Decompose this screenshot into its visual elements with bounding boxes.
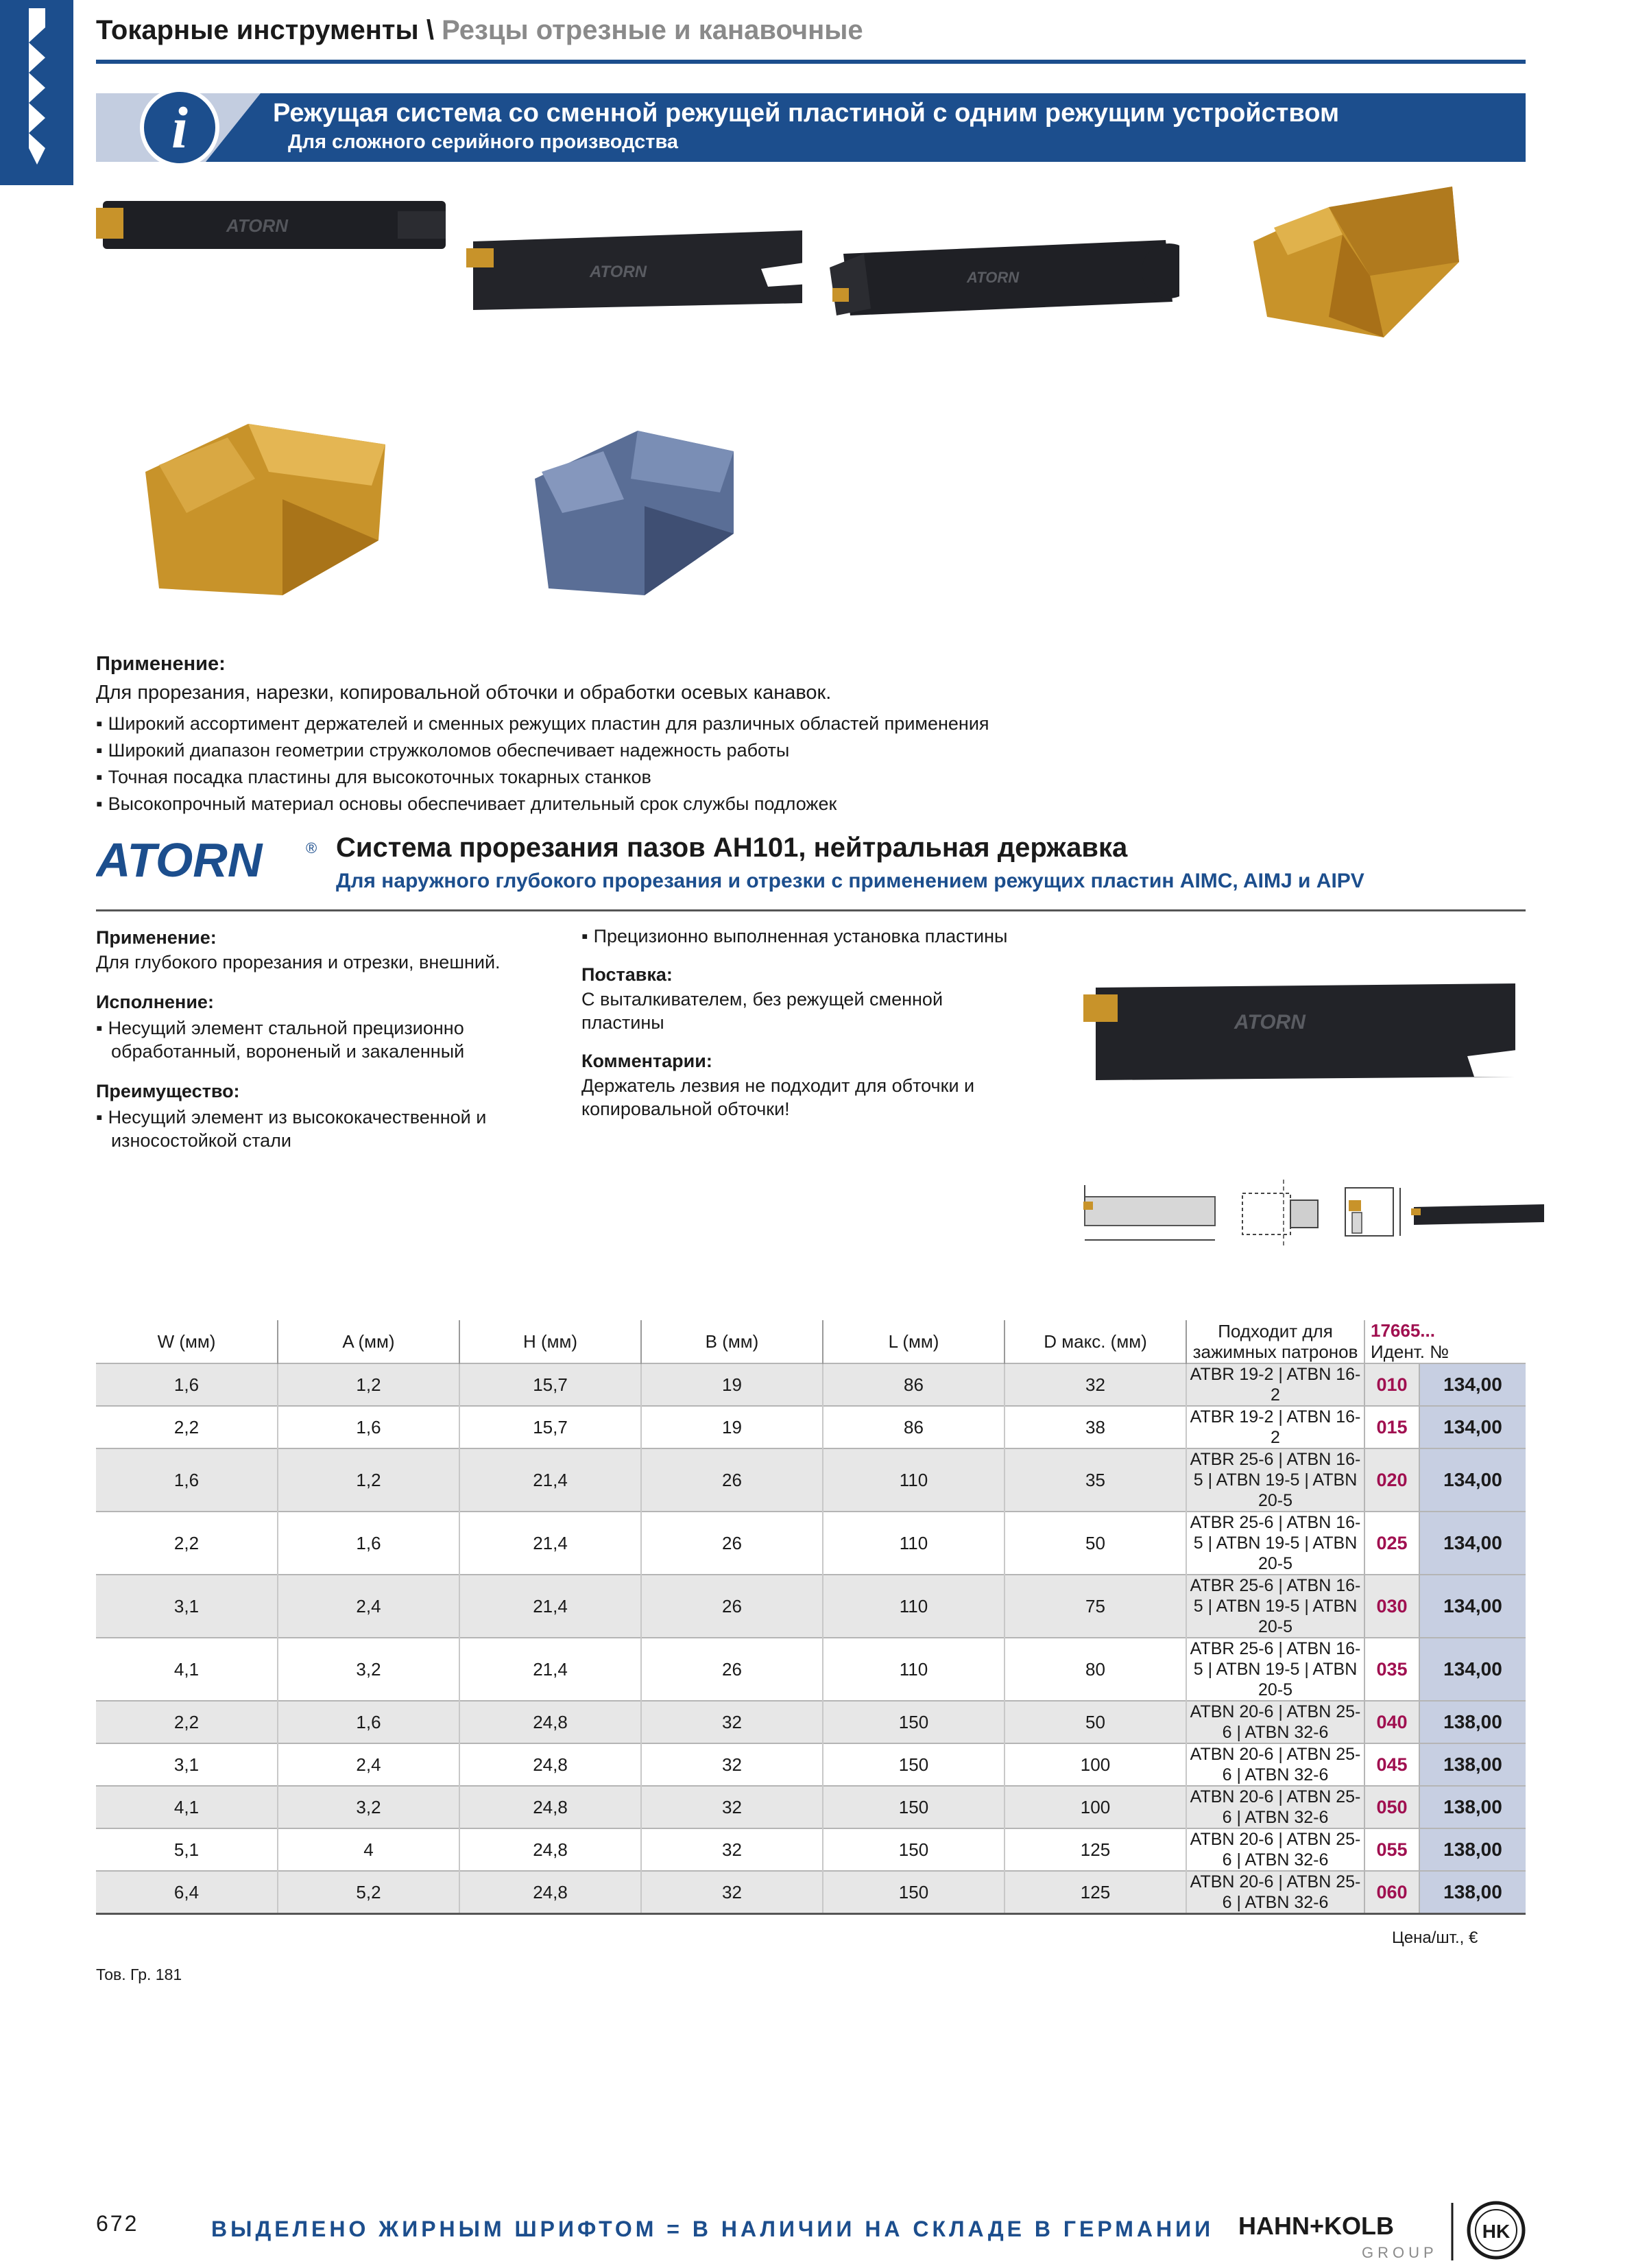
cell-code: 015 — [1364, 1406, 1419, 1448]
advantage-heading: Преимущество: — [96, 1081, 240, 1101]
header-title: Токарные инструменты — [96, 15, 419, 45]
table-row — [96, 1363, 1526, 1406]
info-icon: i — [140, 88, 219, 167]
cell-d: 75 — [1005, 1575, 1186, 1638]
cell-code: 045 — [1364, 1743, 1419, 1786]
cell-fit: ATBN 20-6 | ATBN 25-6 | ATBN 32-6 — [1186, 1828, 1364, 1871]
cell-b: 26 — [641, 1512, 823, 1575]
table-row — [96, 1871, 1526, 1914]
cell-d: 50 — [1005, 1701, 1186, 1743]
table-row — [96, 1512, 1526, 1575]
delivery-text: С выталкивателем, без режущей сменной пластины — [581, 989, 943, 1033]
cell-a: 5,2 — [278, 1871, 459, 1914]
product-table — [96, 1320, 1526, 1915]
cell-a: 1,6 — [278, 1701, 459, 1743]
cell-l: 110 — [823, 1638, 1005, 1701]
cell-code: 060 — [1364, 1871, 1419, 1914]
intro-bullet: ▪ Широкий диапазон геометрии стружколомов обеспечивает надежность работы — [96, 740, 789, 761]
cell-h: 24,8 — [459, 1871, 641, 1914]
product-group: Тов. Гр. 181 — [96, 1966, 182, 1983]
cell-h: 24,8 — [459, 1743, 641, 1786]
comments-text: Держатель лезвия не подходит для обточки и копировальной обточки! — [581, 1075, 975, 1119]
cell-a: 1,6 — [278, 1512, 459, 1575]
col-header-l: L (мм) — [823, 1320, 1005, 1363]
design-bullet: ▪ Несущий элемент стальной прецизионно обработанный, вороненый и закаленный — [96, 1016, 564, 1063]
cell-price: 138,00 — [1419, 1743, 1526, 1786]
cell-w: 2,2 — [96, 1701, 278, 1743]
cell-w: 2,2 — [96, 1512, 278, 1575]
table-row — [96, 1701, 1526, 1743]
atorn-logo — [96, 835, 322, 887]
technical-drawing — [1078, 1180, 1551, 1255]
header-separator: \ — [426, 15, 434, 45]
atorn-logo-text: ATORN — [96, 835, 263, 883]
col-header-w: W (мм) — [96, 1320, 278, 1363]
cell-w: 4,1 — [96, 1786, 278, 1828]
product-subtitle: Для наружного глубокого прорезания и отрезки с применением режущих пластин AIMC, AIMJ и AIPV — [336, 870, 1364, 892]
cell-code: 025 — [1364, 1512, 1419, 1575]
cell-d: 50 — [1005, 1512, 1186, 1575]
product-title: Система прорезания пазов AH101, нейтральная державка — [336, 833, 1128, 863]
cell-fit: ATBN 20-6 | ATBN 25-6 | ATBN 32-6 — [1186, 1871, 1364, 1914]
cell-d: 100 — [1005, 1743, 1186, 1786]
cell-price: 138,00 — [1419, 1786, 1526, 1828]
intro-bullet: ▪ Широкий ассортимент держателей и сменных режущих пластин для различных областей применения — [96, 713, 989, 735]
logo-name: HAHN+KOLB — [1238, 2212, 1395, 2240]
cell-price: 134,00 — [1419, 1638, 1526, 1701]
logo-group: GROUP — [1362, 2244, 1438, 2261]
cell-price: 138,00 — [1419, 1871, 1526, 1914]
cell-w: 6,4 — [96, 1871, 278, 1914]
table-header-row — [96, 1320, 1526, 1363]
table-row — [96, 1743, 1526, 1786]
drill-icon — [0, 0, 73, 185]
cell-l: 150 — [823, 1828, 1005, 1871]
advantage-bullet: ▪ Несущий элемент из высококачественной и износостойкой стали — [96, 1106, 550, 1152]
cell-h: 24,8 — [459, 1701, 641, 1743]
intro-bullet: ▪ Высокопрочный материал основы обеспечивает длительный срок службы подложек — [96, 793, 837, 815]
cell-code: 035 — [1364, 1638, 1419, 1701]
cell-d: 100 — [1005, 1786, 1186, 1828]
col-header-b: B (мм) — [641, 1320, 823, 1363]
cell-b: 32 — [641, 1701, 823, 1743]
footer-note: ВЫДЕЛЕНО ЖИРНЫМ ШРИФТОМ = В НАЛИЧИИ НА СКЛАДЕ В ГЕРМАНИИ — [211, 2217, 1214, 2241]
cell-h: 15,7 — [459, 1363, 641, 1406]
header-rule — [96, 60, 1526, 64]
application-text: Для глубокого прорезания и отрезки, внешний. — [96, 952, 501, 972]
cell-h: 15,7 — [459, 1406, 641, 1448]
cell-fit: ATBR 25-6 | ATBN 16-5 | ATBN 19-5 | ATBN 20-5 — [1186, 1448, 1364, 1512]
cell-d: 125 — [1005, 1828, 1186, 1871]
table-row — [96, 1575, 1526, 1638]
cell-d: 32 — [1005, 1363, 1186, 1406]
svg-text:ATORN: ATORN — [967, 269, 1020, 286]
cell-w: 3,1 — [96, 1743, 278, 1786]
cell-d: 125 — [1005, 1871, 1186, 1914]
cell-d: 38 — [1005, 1406, 1186, 1448]
cell-b: 32 — [641, 1871, 823, 1914]
cell-h: 24,8 — [459, 1828, 641, 1871]
cell-w: 4,1 — [96, 1638, 278, 1701]
product-image-holder-3 — [823, 226, 1179, 329]
cell-b: 26 — [641, 1575, 823, 1638]
header-subtitle: Резцы отрезные и канавочные — [442, 15, 863, 45]
cell-fit: ATBN 20-6 | ATBN 25-6 | ATBN 32-6 — [1186, 1743, 1364, 1786]
cell-d: 35 — [1005, 1448, 1186, 1512]
cell-w: 3,1 — [96, 1575, 278, 1638]
cell-w: 1,6 — [96, 1363, 278, 1406]
holder-image — [1083, 974, 1522, 1090]
hahn-kolb-logo — [1238, 2200, 1540, 2265]
cell-h: 21,4 — [459, 1638, 641, 1701]
price-unit: Цена/шт., € — [1392, 1929, 1478, 1947]
cell-l: 150 — [823, 1786, 1005, 1828]
product-image-insert-1 — [1247, 180, 1466, 344]
cell-price: 134,00 — [1419, 1575, 1526, 1638]
table-row — [96, 1448, 1526, 1512]
cell-w: 1,6 — [96, 1448, 278, 1512]
cell-a: 2,4 — [278, 1575, 459, 1638]
table-row — [96, 1786, 1526, 1828]
cell-b: 19 — [641, 1406, 823, 1448]
cell-h: 24,8 — [459, 1786, 641, 1828]
cell-b: 26 — [641, 1448, 823, 1512]
col-header-a: A (мм) — [278, 1320, 459, 1363]
code-label: Идент. № — [1371, 1341, 1449, 1362]
cell-a: 3,2 — [278, 1638, 459, 1701]
cell-w: 5,1 — [96, 1828, 278, 1871]
cell-a: 4 — [278, 1828, 459, 1871]
cell-l: 150 — [823, 1701, 1005, 1743]
cell-price: 134,00 — [1419, 1448, 1526, 1512]
col-header-fit: Подходит для зажимных патронов — [1192, 1321, 1358, 1362]
cell-l: 150 — [823, 1871, 1005, 1914]
cell-fit: ATBR 25-6 | ATBN 16-5 | ATBN 19-5 | ATBN 20-5 — [1186, 1638, 1364, 1701]
cell-fit: ATBR 25-6 | ATBN 16-5 | ATBN 19-5 | ATBN 20-5 — [1186, 1512, 1364, 1575]
cell-price: 134,00 — [1419, 1363, 1526, 1406]
precision-bullet: ▪ Прецизионно выполненная установка пластины — [581, 924, 1076, 948]
cell-l: 110 — [823, 1448, 1005, 1512]
cell-b: 32 — [641, 1786, 823, 1828]
intro-heading: Применение: — [96, 653, 226, 675]
cell-a: 1,2 — [278, 1448, 459, 1512]
chapter-tab — [0, 0, 73, 185]
cell-fit: ATBR 19-2 | ATBN 16-2 — [1186, 1363, 1364, 1406]
table-row — [96, 1638, 1526, 1701]
cell-price: 134,00 — [1419, 1512, 1526, 1575]
cell-code: 055 — [1364, 1828, 1419, 1871]
cell-code: 040 — [1364, 1701, 1419, 1743]
cell-b: 19 — [641, 1363, 823, 1406]
col-header-h: H (мм) — [459, 1320, 641, 1363]
product-image-insert-2 — [145, 417, 392, 602]
cell-w: 2,2 — [96, 1406, 278, 1448]
cell-l: 150 — [823, 1743, 1005, 1786]
cell-code: 030 — [1364, 1575, 1419, 1638]
product-image-insert-3 — [528, 424, 747, 602]
cell-code: 010 — [1364, 1363, 1419, 1406]
cell-price: 134,00 — [1419, 1406, 1526, 1448]
cell-h: 21,4 — [459, 1512, 641, 1575]
delivery-heading: Поставка: — [581, 964, 673, 985]
cell-b: 32 — [641, 1743, 823, 1786]
comments-heading: Комментарии: — [581, 1051, 712, 1071]
col-header-code — [1364, 1320, 1526, 1363]
svg-text:ATORN: ATORN — [226, 215, 289, 236]
intro-bullet: ▪ Точная посадка пластины для высокоточных токарных станков — [96, 767, 651, 788]
cell-l: 110 — [823, 1575, 1005, 1638]
cell-b: 32 — [641, 1828, 823, 1871]
application-heading: Применение: — [96, 927, 217, 948]
cell-a: 3,2 — [278, 1786, 459, 1828]
svg-text:ATORN: ATORN — [1234, 1011, 1306, 1034]
cell-l: 86 — [823, 1406, 1005, 1448]
cell-fit: ATBN 20-6 | ATBN 25-6 | ATBN 32-6 — [1186, 1786, 1364, 1828]
cell-b: 26 — [641, 1638, 823, 1701]
cell-h: 21,4 — [459, 1448, 641, 1512]
cell-a: 1,6 — [278, 1406, 459, 1448]
cell-price: 138,00 — [1419, 1701, 1526, 1743]
cell-a: 2,4 — [278, 1743, 459, 1786]
cell-l: 86 — [823, 1363, 1005, 1406]
cell-d: 80 — [1005, 1638, 1186, 1701]
page-header — [96, 15, 863, 46]
table-row — [96, 1406, 1526, 1448]
code-prefix: 17665... — [1371, 1320, 1435, 1341]
cell-fit: ATBR 25-6 | ATBN 16-5 | ATBN 19-5 | ATBN 20-5 — [1186, 1575, 1364, 1638]
logo-mark: HK — [1482, 2221, 1511, 2242]
page-number: 672 — [96, 2211, 139, 2236]
svg-text:®: ® — [306, 839, 317, 857]
svg-text:ATORN: ATORN — [590, 263, 647, 281]
cell-fit: ATBN 20-6 | ATBN 25-6 | ATBN 32-6 — [1186, 1701, 1364, 1743]
cell-price: 138,00 — [1419, 1828, 1526, 1871]
cell-fit: ATBR 19-2 | ATBN 16-2 — [1186, 1406, 1364, 1448]
product-image-holder-2 — [466, 221, 809, 317]
cell-code: 020 — [1364, 1448, 1419, 1512]
banner-title: Режущая система со сменной режущей пластиной с одним режущим устройством — [273, 99, 1340, 128]
banner-subtitle: Для сложного серийного производства — [288, 131, 679, 153]
table-row — [96, 1828, 1526, 1871]
cell-h: 21,4 — [459, 1575, 641, 1638]
product-image-holder-1 — [96, 184, 453, 259]
info-banner — [96, 93, 1526, 162]
design-heading: Исполнение: — [96, 992, 214, 1012]
cell-l: 110 — [823, 1512, 1005, 1575]
section-rule — [96, 909, 1526, 911]
intro-text: Для прорезания, нарезки, копировальной обточки и обработки осевых канавок. — [96, 682, 832, 704]
cell-code: 050 — [1364, 1786, 1419, 1828]
cell-a: 1,2 — [278, 1363, 459, 1406]
col-header-d: D макс. (мм) — [1005, 1320, 1186, 1363]
